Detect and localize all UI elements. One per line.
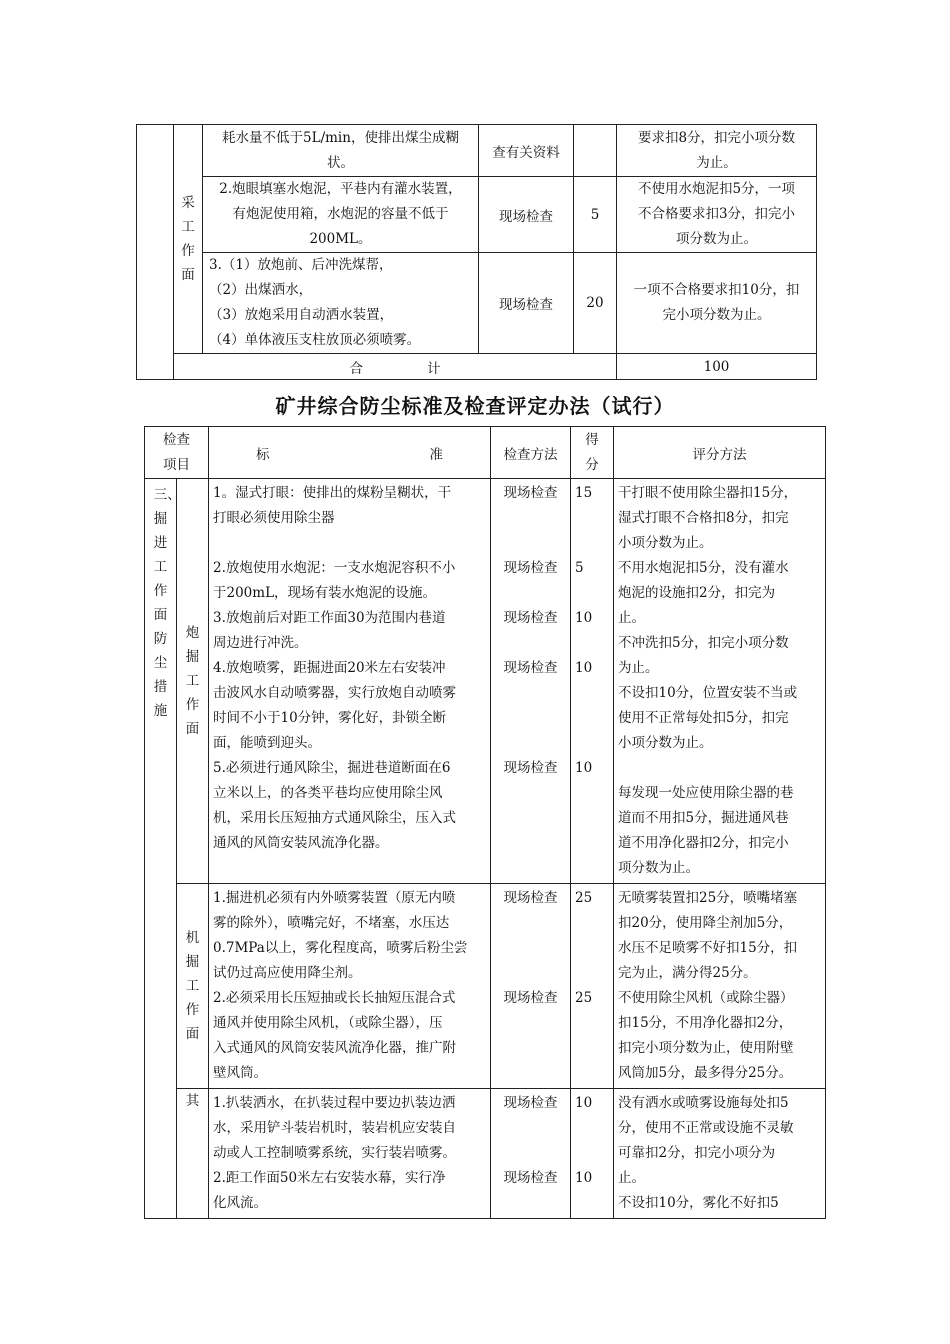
section-other-standard: 1.扒装洒水，在扒装过程中要边扒装边洒 水，采用铲斗装岩机时，装岩机应安装自 动或人工控制喷雾系统，实行装岩喷雾。 2.距工作面50米左右安装水幕，实行净 化风流。 (209, 1089, 491, 1219)
upper-total-label: 合 计 (174, 354, 617, 380)
section-blast-standard: 1。湿式打眼：使排出的煤粉呈糊状，干 打眼必须使用除尘器 2.放炮使用水炮泥：一支水炮泥容积不小 于200mL，现场有装水炮泥的设施。 3.放炮前后对距工作面30为范围内巷道 周边进行冲洗。 4.放炮喷雾，距掘进面20米左右安装冲 击波风水自动喷雾器，实行放炮自动喷雾 时间不小于10分钟，雾化好，卦锁全断 面，能喷到迎头。 5.必须进行通风除尘，掘进巷道断面在6 立米以上，的各类平巷均应使用除尘风 机，采用长压短抽方式通风除尘，压入式 通风的风筒安装风流净化器。 (209, 479, 491, 884)
section-other-scoring: 没有洒水或喷雾设施每处扣5 分，使用不正常或设施不灵敏 可靠扣2分，扣完小项分为 止。 不设扣10分，雾化不好扣5 (614, 1089, 826, 1219)
header-method: 检查方法 (491, 427, 571, 479)
upper-score-3: 20 (574, 253, 617, 354)
header-standard: 标 准 (209, 427, 491, 479)
lower-table (144, 426, 826, 1219)
lower-header-row (145, 427, 826, 479)
section-blast-scoring: 干打眼不使用除尘器扣15分， 湿式打眼不合格扣8分，扣完 小项分数为止。 不用水炮泥扣5分，没有灌水 炮泥的设施扣2分，扣完为 止。 不冲洗扣5分，扣完小项分数 为止。 不设扣10分，位置安装不当或 使用不正常每处扣5分，扣完 小项分数为止。 每发现一处应使用除尘器的巷 道而不用扣5分，掘进通风巷 道不用净化器扣2分，扣完小 项分数为止。 (614, 479, 826, 884)
section-other-scores: 10 10 (571, 1089, 614, 1219)
upper-scoring-3: 一项不合格要求扣10分，扣 完小项分数为止。 (617, 253, 817, 354)
upper-row-3 (137, 253, 817, 354)
section-other (145, 1089, 826, 1219)
section-machine-methods: 现场检查 现场检查 (491, 884, 571, 1089)
document-title: 矿井综合防尘标准及检查评定办法（试行） (275, 394, 675, 418)
upper-method-1: 查有关资料 (479, 125, 574, 177)
upper-row-2 (137, 177, 817, 253)
upper-blank-cell (137, 125, 174, 380)
section-other-label: 其 (185, 1093, 200, 1109)
upper-method-3: 现场检查 (479, 253, 574, 354)
upper-standard-1: 耗水量不低于5L/min，使排出煤尘成糊 状。 (203, 125, 479, 177)
section-blast-methods: 现场检查 现场检查 现场检查 现场检查 现场检查 (491, 479, 571, 884)
section-blast-scores: 15 5 10 10 10 (571, 479, 614, 884)
upper-section-label: 采工作面 (181, 195, 195, 283)
section-machine-scoring: 无喷雾装置扣25分，喷嘴堵塞 扣20分，使用降尘剂加5分， 水压不足喷雾不好扣15分，扣 完为止，满分得25分。 不使用除尘风机（或除尘器） 扣15分，不用净化器扣2分， 扣完小项分数为止，使用附壁 风筒加5分，最多得分25分。 (614, 884, 826, 1089)
header-scoring: 评分方法 (614, 427, 826, 479)
header-item: 检查项目 (145, 427, 209, 479)
upper-standard-2: 2.炮眼填塞水炮泥，平巷内有灌水装置， 有炮泥使用箱，水炮泥的容量不低于 200ML。 (203, 177, 479, 253)
upper-table (136, 124, 817, 380)
upper-scoring-2: 不使用水炮泥扣5分，一项 不合格要求扣3分，扣完小 项分数为止。 (617, 177, 817, 253)
section-blast (145, 479, 826, 884)
main-label: 三、掘进工作面防尘措施 (153, 487, 181, 719)
section-other-methods: 现场检查 现场检查 (491, 1089, 571, 1219)
upper-score-1 (574, 125, 617, 177)
section-machine-scores: 25 25 (571, 884, 614, 1089)
upper-total-score: 100 (617, 354, 817, 380)
section-machine-label-cell (177, 884, 209, 1089)
section-blast-label: 炮掘工作面 (185, 625, 200, 737)
section-machine-label: 机掘工作面 (185, 930, 200, 1042)
upper-row-1 (137, 125, 817, 177)
upper-score-2: 5 (574, 177, 617, 253)
section-machine-standard: 1.掘进机必须有内外喷雾装置（原无内喷 雾的除外），喷嘴完好，不堵塞，水压达 0.7MPa以上，雾化程度高，喷雾后粉尘尝 试仍过高应使用降尘剂。 2.必须采用长压短抽或长长抽短压混合式 通风并使用除尘风机，（或除尘器），压 入式通风的风筒安装风流净化器，推广附 壁风筒。 (209, 884, 491, 1089)
upper-method-2: 现场检查 (479, 177, 574, 253)
section-blast-label-cell (177, 479, 209, 884)
main-label-cell (145, 479, 181, 1219)
upper-scoring-1: 要求扣8分，扣完小项分数 为止。 (617, 125, 817, 177)
section-machine (145, 884, 826, 1089)
upper-standard-3: 3.（1）放炮前、后冲洗煤帮， （2）出煤洒水， （3）放炮采用自动洒水装置， （4）单体液压支柱放顶必须喷雾。 (203, 253, 479, 354)
header-score: 得分 (571, 427, 614, 479)
upper-total-row (137, 354, 817, 380)
section-other-label-cell (177, 1089, 209, 1219)
upper-section-cell (174, 125, 203, 354)
